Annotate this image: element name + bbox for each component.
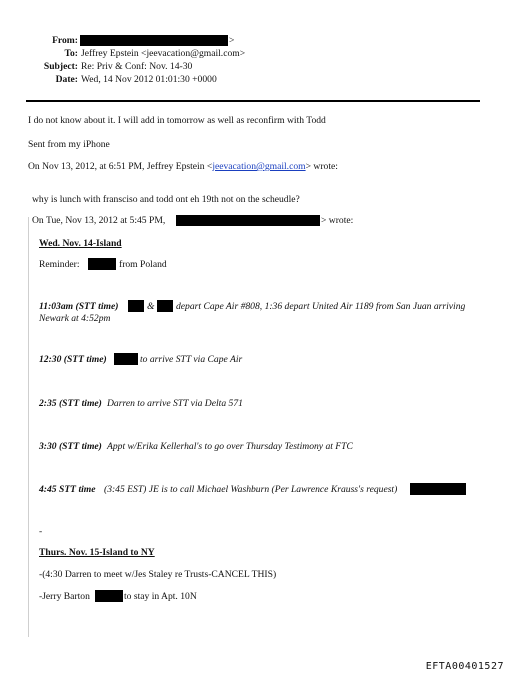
redaction-block <box>95 590 123 602</box>
redaction-block <box>157 300 173 312</box>
subject-label: Subject: <box>43 61 78 72</box>
item6-text: -(4:30 Darren to meet w/Jes Staley re Trusts-CANCEL THIS) <box>39 569 277 580</box>
redaction-block <box>128 300 144 312</box>
from-suffix: > <box>229 35 235 46</box>
document-id: EFTA00401527 <box>425 661 504 672</box>
date-label: Date: <box>55 74 78 85</box>
reply-text: I do not know about it. I will add in tomorrow as well as reconfirm with Todd <box>28 115 326 126</box>
item3-time: 2:35 (STT time) <box>39 398 102 409</box>
redaction-block <box>114 353 138 365</box>
item1-amp: & <box>147 301 155 312</box>
email-link[interactable]: jeevacation@gmail.com <box>212 161 306 172</box>
question-text: why is lunch with fransciso and todd ont eh 19th not on the scheudle? <box>32 194 300 205</box>
item4-time: 3:30 (STT time) <box>39 441 102 452</box>
day2-heading: Thurs. Nov. 15-Island to NY <box>39 547 155 558</box>
dash-mark: - <box>39 526 43 537</box>
quote2-suffix: > wrote: <box>321 215 354 226</box>
item5-text: (3:45 EST) JE is to call Michael Washburn (Per Lawrence Krauss's request) <box>104 484 398 495</box>
item7-text: to stay in Apt. 10N <box>124 591 197 602</box>
subject-value: Re: Priv & Conf: Nov. 14-30 <box>81 61 193 72</box>
item1-time: 11:03am (STT time) <box>39 301 119 312</box>
quote2-prefix: On Tue, Nov 13, 2012 at 5:45 PM, <box>32 215 166 226</box>
item5-time: 4:45 STT time <box>39 484 96 495</box>
item3-text: Darren to arrive STT via Delta 571 <box>107 398 243 409</box>
from-label: From: <box>52 35 78 46</box>
signature: Sent from my iPhone <box>28 139 110 150</box>
quote1-suffix: > wrote: <box>305 161 338 172</box>
item2-time: 12:30 (STT time) <box>39 354 107 365</box>
quote1-prefix: On Nov 13, 2012, at 6:51 PM, Jeffrey Epstein < <box>28 161 213 172</box>
reminder-suffix: from Poland <box>119 259 167 270</box>
redaction-block <box>410 483 466 495</box>
quote-bar <box>28 217 29 637</box>
item1-text: depart Cape Air #808, 1:36 depart United Air 1189 from San Juan arriving <box>176 301 466 312</box>
date-value: Wed, 14 Nov 2012 01:01:30 +0000 <box>81 74 217 85</box>
item4-text: Appt w/Erika Kellerhal's to go over Thursday Testimony at FTC <box>107 441 353 452</box>
item1-text-continued: Newark at 4:52pm <box>39 313 111 324</box>
reminder-label: Reminder: <box>39 259 80 270</box>
item2-text: to arrive STT via Cape Air <box>140 354 243 365</box>
to-label: To: <box>64 48 78 59</box>
header-divider <box>26 100 480 102</box>
redaction-block <box>176 215 320 226</box>
day1-heading: Wed. Nov. 14-Island <box>39 238 122 249</box>
item7-label: -Jerry Barton <box>39 591 90 602</box>
redaction-block <box>88 258 116 270</box>
to-value: Jeffrey Epstein <jeevacation@gmail.com> <box>81 48 246 59</box>
redaction-block <box>80 35 228 46</box>
quote-header-1 <box>28 161 338 173</box>
